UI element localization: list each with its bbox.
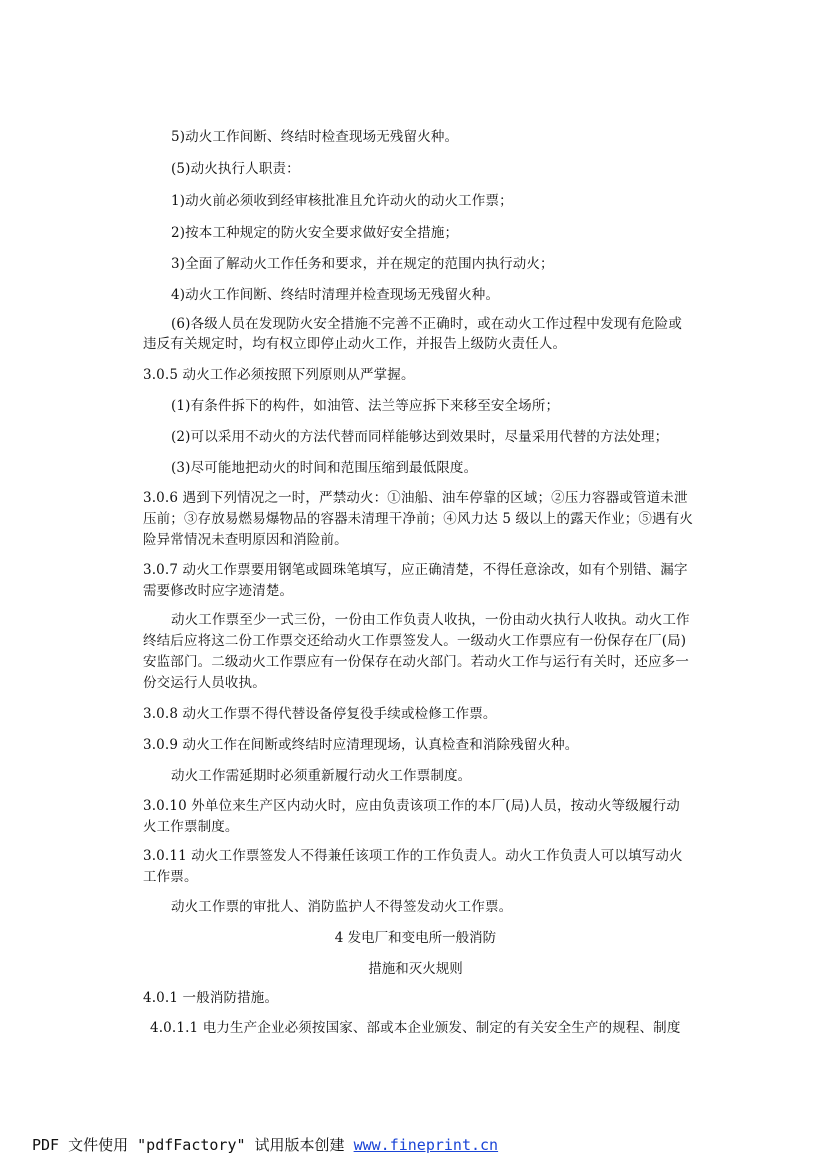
text-line: 需要修改时应字迹清楚。 [143, 583, 294, 599]
text-line: (5)动火执行人职责： [171, 161, 300, 177]
text-line: 工作票。 [143, 869, 198, 885]
text-line: 动火工作需延期时必须重新履行动火工作票制度。 [171, 768, 472, 784]
text-line: (3)尽可能地把动火的时间和范围压缩到最低限度。 [171, 460, 478, 476]
text-line: 终结后应将这二份工作票交还给动火工作票签发人。一级动火工作票应有一份保存在厂(局) [143, 633, 687, 649]
text-line: 3.0.11 动火工作票签发人不得兼任该项工作的工作负责人。动火工作负责人可以填写动火 [143, 848, 683, 864]
text-line: 火工作票制度。 [143, 819, 239, 835]
text-line: 4)动火工作间断、终结时清理并检查现场无残留火种。 [171, 287, 500, 303]
text-line: 份交运行人员收执。 [143, 675, 266, 691]
text-line: 5)动火工作间断、终结时检查现场无残留火种。 [171, 129, 459, 145]
fineprint-link[interactable]: www.fineprint.cn [353, 1136, 499, 1154]
text-line: 安监部门。二级动火工作票应有一份保存在动火部门。若动火工作与运行有关时，还应多一 [143, 654, 689, 670]
footer-text: PDF 文件使用 "pdfFactory" 试用版本创建 [32, 1136, 354, 1154]
text-line: 险异常情况未查明原因和消险前。 [143, 532, 348, 548]
text-line: 压前；③存放易燃易爆物品的容器未清理干净前；④风力达 5 级以上的露天作业；⑤遇有火 [143, 511, 693, 527]
text-line: (2)可以采用不动火的方法代替而同样能够达到效果时，尽量采用代替的方法处理； [171, 429, 669, 445]
section-subtitle: 措施和灭火规则 [368, 961, 463, 977]
text-line: (1)有条件拆下的构件，如油管、法兰等应拆下来移至安全场所； [171, 398, 560, 414]
text-line: 3.0.9 动火工作在间断或终结时应清理现场，认真检查和消除残留火种。 [143, 737, 579, 753]
pdf-footer [32, 1134, 498, 1155]
text-line: 3.0.7 动火工作票要用钢笔或圆珠笔填写，应正确清楚，不得任意涂改，如有个别错、漏字 [143, 562, 688, 578]
text-line: (6)各级人员在发现防火安全措施不完善不正确时，或在动火工作过程中发现有危险或 [171, 316, 682, 332]
text-line: 违反有关规定时，均有权立即停止动火工作，并报告上级防火责任人。 [143, 336, 567, 352]
text-line: 1)动火前必须收到经审核批准且允许动火的动火工作票； [171, 193, 513, 209]
text-line: 动火工作票的审批人、消防监护人不得签发动火工作票。 [171, 899, 513, 915]
text-line: 4.0.1 一般消防措施。 [143, 990, 279, 1006]
section-title: 4 发电厂和变电所一般消防 [334, 930, 497, 946]
text-line: 3.0.10 外单位来生产区内动火时，应由负责该项工作的本厂(局)人员，按动火等级履行动 [143, 798, 680, 814]
text-line: 4.0.1.1 电力生产企业必须按国家、部或本企业颁发、制定的有关安全生产的规程、制度 [150, 1020, 681, 1036]
text-line: 3)全面了解动火工作任务和要求，并在规定的范围内执行动火； [171, 256, 554, 272]
text-line: 2)按本工种规定的防火安全要求做好安全措施； [171, 225, 459, 241]
text-line: 3.0.8 动火工作票不得代替设备停复役手续或检修工作票。 [143, 706, 497, 722]
text-line: 3.0.6 遇到下列情况之一时，严禁动火：①油船、油车停靠的区域；②压力容器或管道未泄 [143, 490, 688, 506]
text-line: 3.0.5 动火工作必须按照下列原则从严掌握。 [143, 367, 415, 383]
text-line: 动火工作票至少一式三份，一份由工作负责人收执，一份由动火执行人收执。动火工作 [171, 612, 690, 628]
